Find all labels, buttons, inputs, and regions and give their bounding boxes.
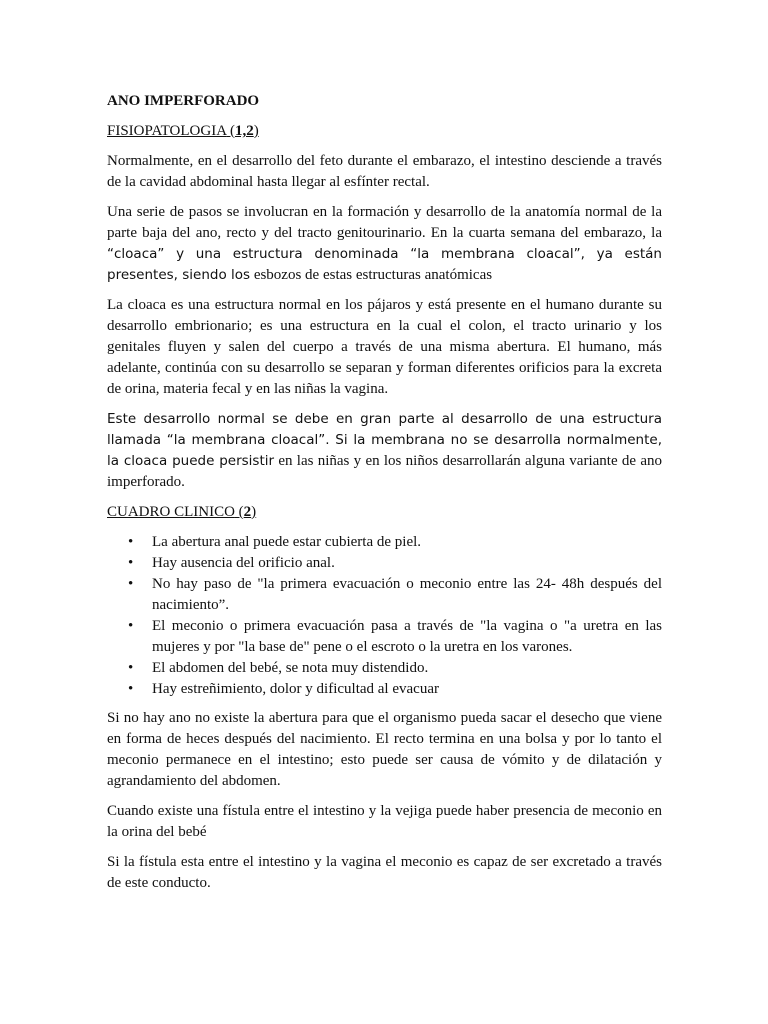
list-item [107, 532, 662, 553]
paragraph-vaginal-fistula: Si la fístula esta entre el intestino y la vagina el meconio es capaz de ser excretado a través de este conducto. [107, 854, 662, 891]
document-title: ANO IMPERFORADO [107, 93, 260, 109]
paragraph-consequences: Si no hay ano no existe la abertura para que el organismo pueda sacar el desecho que viene en forma de heces después del nacimiento. El recto termina en una bolsa y por lo tanto el meconio permanece en el intestino; esto puede ser causa de vómito y de dilatación y agrandamiento del abdomen. [107, 710, 662, 789]
bullet-icon: • [128, 534, 134, 550]
paragraph-text-alt-font: “cloaca” y una estructura denominada “la membrana cloacal”, ya están presentes, siendo los [107, 246, 662, 283]
list-item-text: El abdomen del bebé, se nota muy distendido. [152, 660, 429, 676]
section-reference: 1,2 [234, 123, 254, 139]
bullet-icon: • [128, 576, 134, 592]
paragraph-text: Una serie de pasos se involucran en la formación y desarrollo de la anatomía normal de la parte baja del ano, recto y del tracto genitourinario. En la cuarta semana del embarazo, la [107, 204, 662, 241]
list-item-text: No hay paso de "la primera evacuación o meconio entre las 24- 48h después del nacimiento”. [152, 576, 662, 613]
list-item [107, 658, 662, 679]
paragraph-text-alt-font: Este desarrollo normal se debe en gran parte al desarrollo de una estructura llamada “la membrana cloacal”. Si la membrana no se desarrolla normalmente, la cloaca puede persistir [107, 411, 662, 469]
symptom-list [107, 532, 662, 700]
list-item [107, 574, 662, 616]
paragraph-text: esbozos de estas estructuras anatómicas [250, 267, 493, 283]
list-item-text: El meconio o primera evacuación pasa a través de "la vagina o "a uretra en las mujeres y por "la base de" pene o el escroto o la uretra en los varones. [152, 618, 662, 655]
bullet-icon: • [128, 660, 134, 676]
bullet-icon: • [128, 681, 134, 697]
section-label: FISIOPATOLOGIA [107, 123, 227, 139]
section-heading-cuadro-clinico: CUADRO CLINICO (2) [107, 504, 257, 520]
list-item [107, 553, 662, 574]
section-reference: 2 [243, 504, 252, 520]
paragraph-cloaca: La cloaca es una estructura normal en los pájaros y está presente en el humano durante su desarrollo embrionario; es una estructura en la cual el colon, el tracto urinario y los genitales fluyen y salen del cuerpo a través de una misma abertura. El humano, más adelante, continúa con su desarrollo se separan y forman diferentes orificios para la excreta de orina, materia fecal y en las niñas la vagina. [107, 297, 662, 397]
section-label: CUADRO CLINICO [107, 504, 235, 520]
section-heading-fisiopatologia: FISIOPATOLOGIA (1,2) [107, 123, 259, 139]
list-item [107, 616, 662, 658]
list-item-text: La abertura anal puede estar cubierta de piel. [152, 534, 422, 550]
paragraph-intro: Normalmente, en el desarrollo del feto durante el embarazo, el intestino desciende a través de la cavidad abdominal hasta llegar al esfínter rectal. [107, 153, 662, 190]
paragraph-text: en las niñas y en los niños desarrollarán alguna variante de ano imperforado. [107, 453, 662, 490]
paragraph-membrane [107, 409, 662, 493]
bullet-icon: • [128, 555, 134, 571]
list-item-text: Hay estreñimiento, dolor y dificultad al evacuar [152, 681, 439, 697]
list-item-text: Hay ausencia del orificio anal. [152, 555, 335, 571]
paragraph-development [107, 202, 662, 286]
bullet-icon: • [128, 618, 134, 634]
paragraph-bladder-fistula: Cuando existe una fístula entre el intestino y la vejiga puede haber presencia de meconio en la orina del bebé [107, 803, 662, 840]
list-item [107, 679, 662, 700]
document-body [107, 91, 662, 903]
